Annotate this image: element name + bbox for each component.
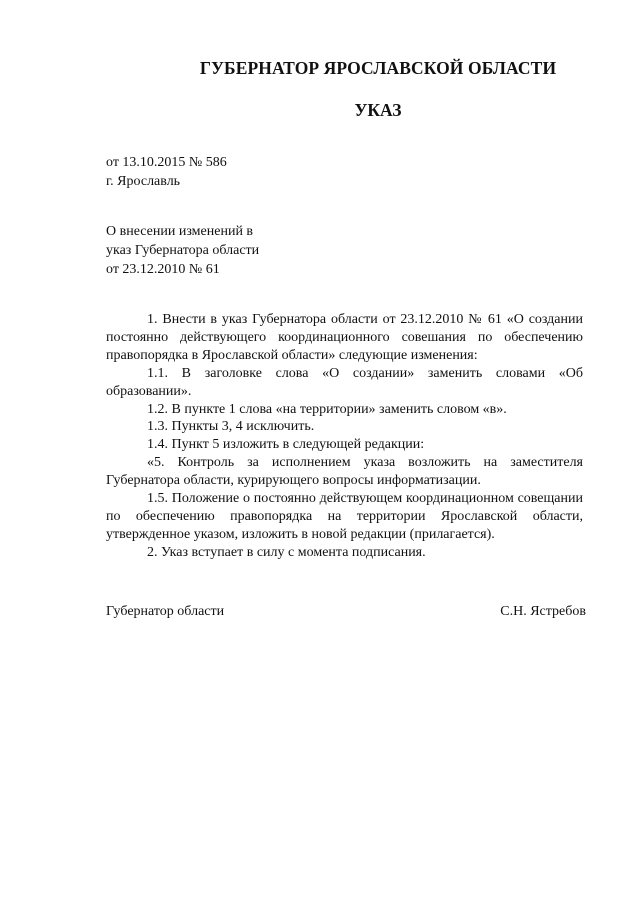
date-number: от 13.10.2015 № 586 [106, 155, 227, 170]
paragraph-1-3: 1.3. Пункты 3, 4 исключить. [147, 419, 315, 435]
paragraph-1-2: 1.2. В пункте 1 слова «на территории» заменить словом «в». [147, 401, 507, 417]
document-type: УКАЗ [354, 100, 402, 120]
issuing-authority: ГУБЕРНАТОР ЯРОСЛАВСКОЙ ОБЛАСТИ [199, 58, 557, 78]
signatory-name: С.Н. Ястребов [500, 604, 586, 619]
city: г. Ярославль [106, 174, 181, 189]
subject-line-3: от 23.12.2010 № 61 [106, 262, 220, 277]
paragraph-1: 1. Внести в указ Губернатора области от 23.12.2010 № 61 «О создании постоянно действующего координационного совешания по обеспечению правопорядка в Ярославской области» следующие изменения: [106, 312, 583, 363]
paragraph-1-4-quote: «5. Контроль за исполнением указа возложить на заместителя Губернатора области, курирующего вопросы информатизации. [106, 455, 583, 489]
paragraph-1-1: 1.1. В заголовке слова «О создании» заменить словами «Об образовании». [106, 365, 583, 399]
document-body [106, 311, 583, 562]
paragraph-1-4: 1.4. Пункт 5 изложить в следующей редакции: [147, 437, 425, 453]
signatory-position: Губернатор области [106, 604, 225, 619]
document-subject [106, 222, 259, 279]
document-meta [106, 153, 227, 191]
paragraph-1-5: 1.5. Положение о постоянно действующем координационном совещании по обеспечению правопорядка на территории Ярославской области, утвержденное указом, изложить в новой редакции (прилагается). [106, 491, 583, 542]
subject-line-2: указ Губернатора области [106, 243, 260, 258]
subject-line-1: О внесении изменений в [106, 224, 254, 239]
paragraph-2: 2. Указ вступает в силу с момента подписания. [147, 544, 426, 560]
